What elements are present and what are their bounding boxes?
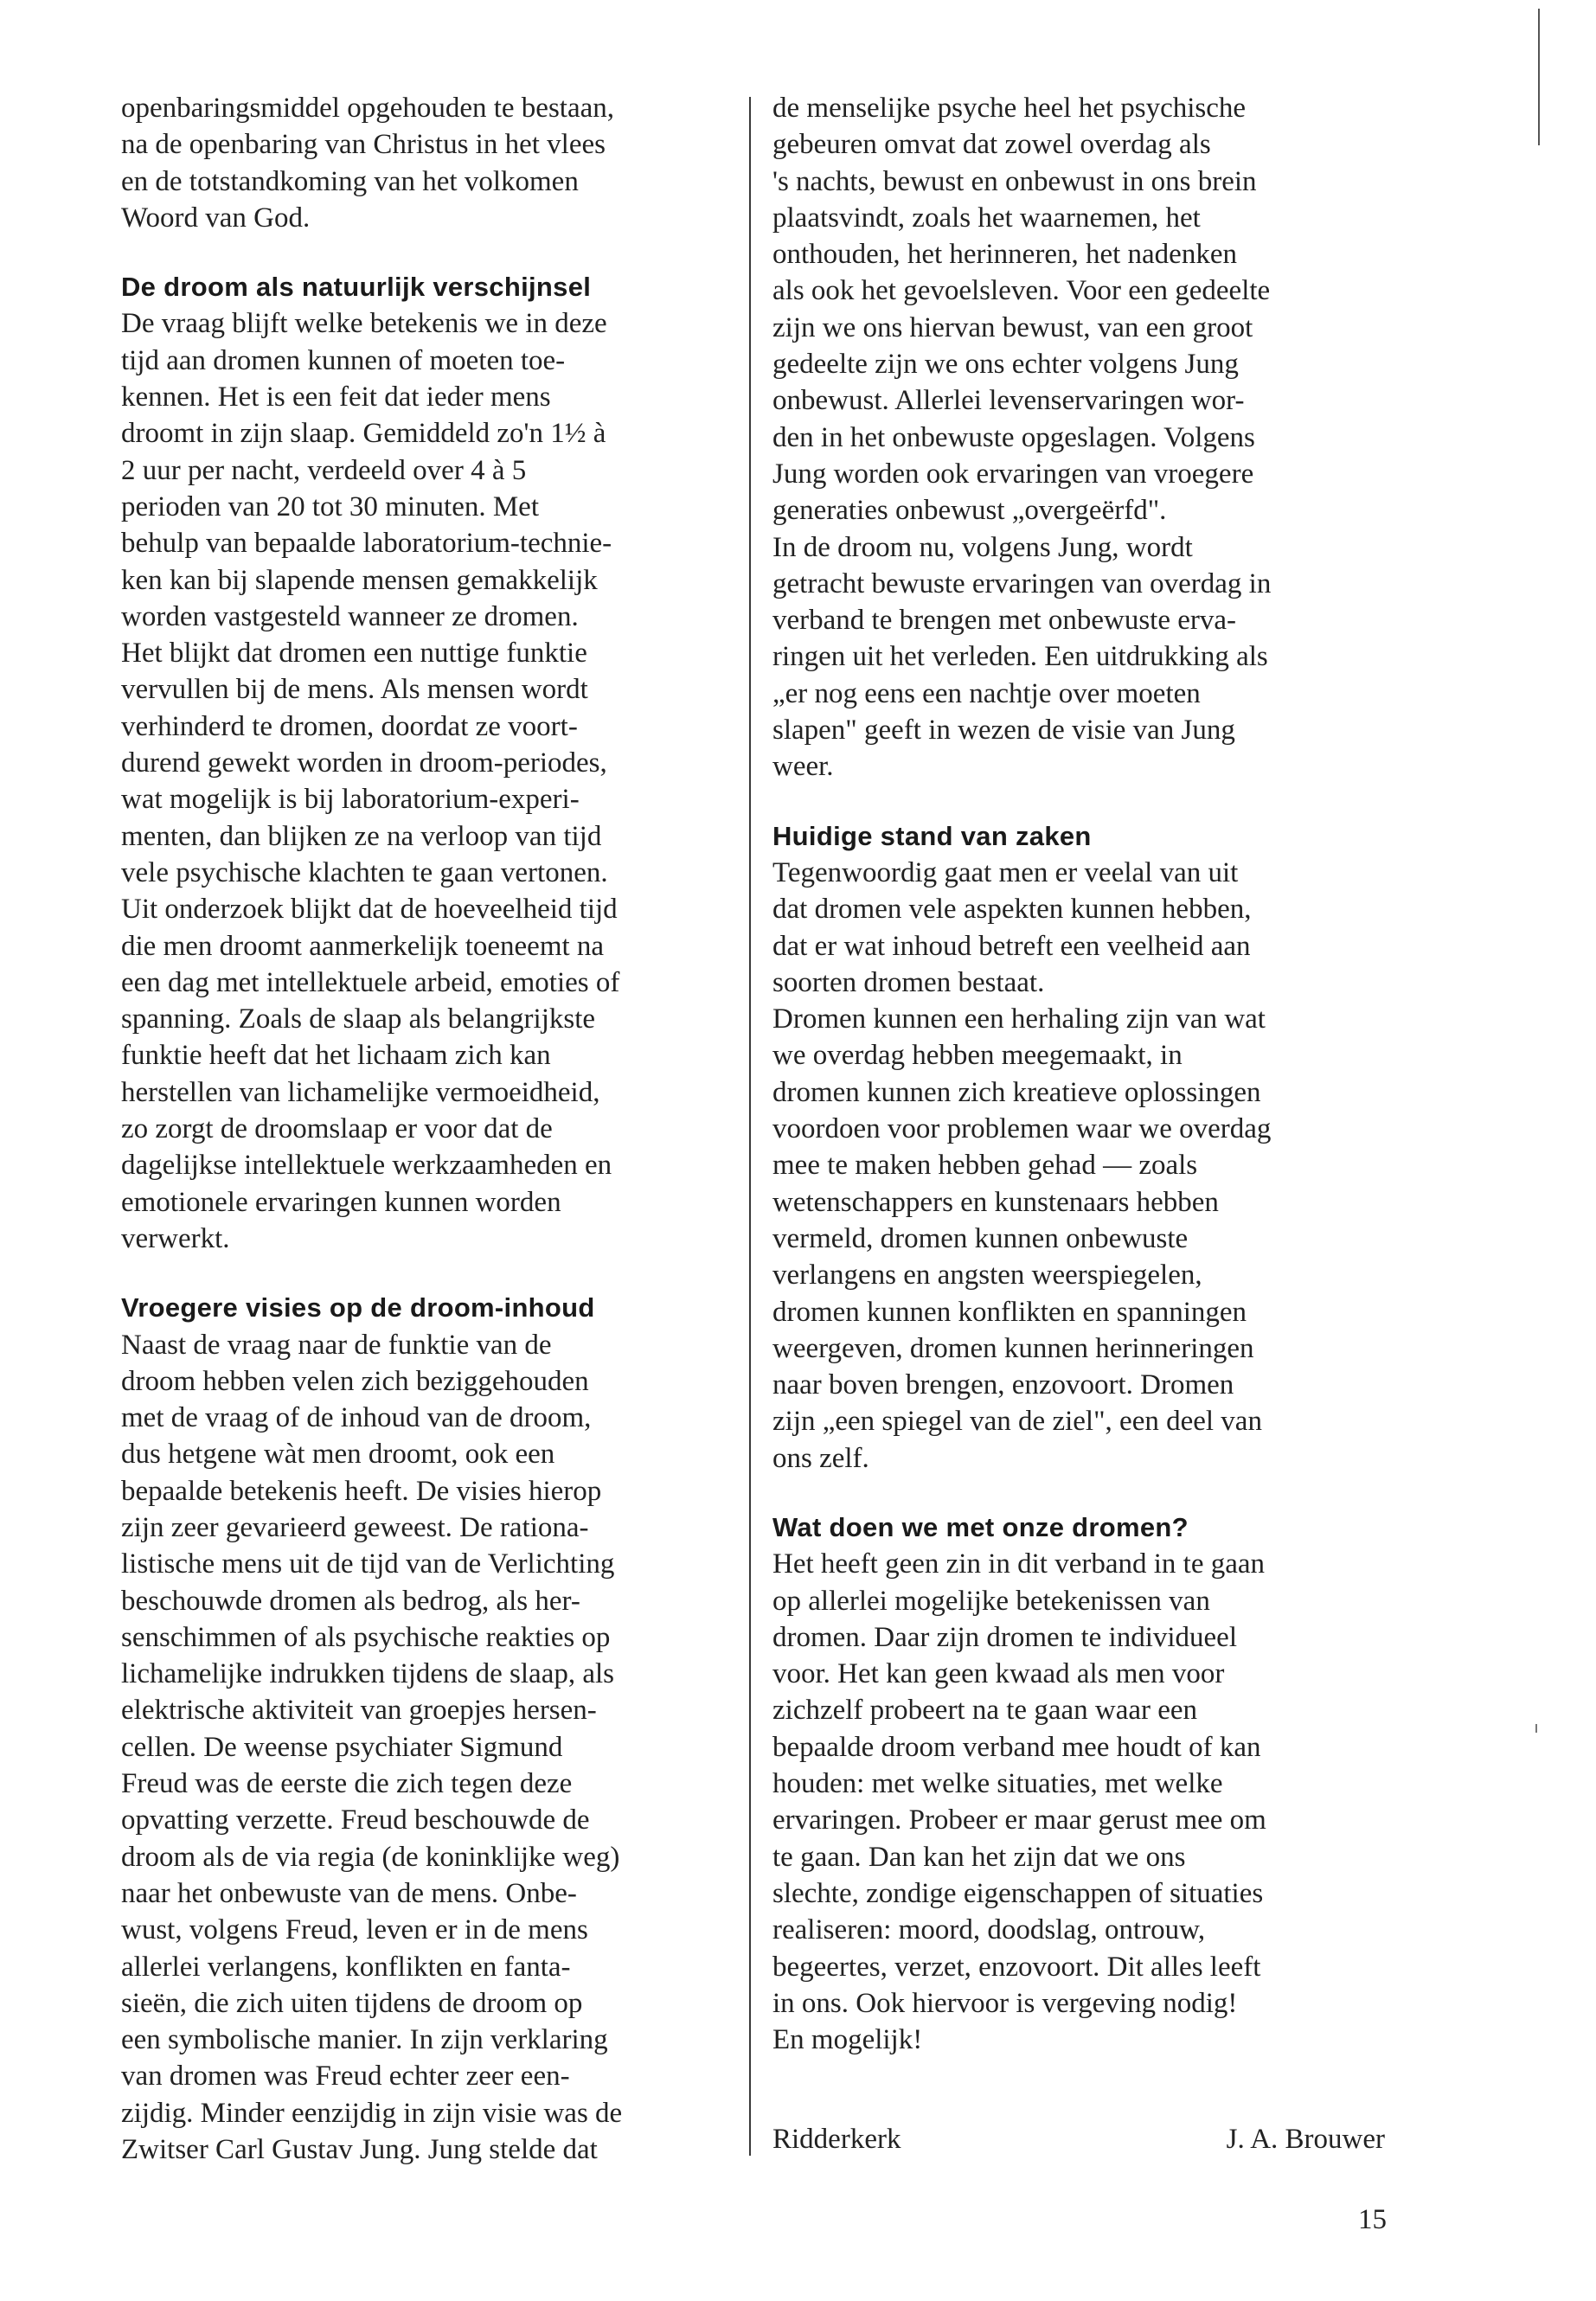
- text-line: vermeld, dromen kunnen onbewuste: [772, 1222, 1189, 1254]
- text-line: van dromen was Freud echter zeer een-: [121, 2061, 570, 2093]
- text-line: wust, volgens Freud, leven er in de mens: [121, 1914, 588, 1946]
- text-line: In de droom nu, volgens Jung, wordt: [772, 531, 1193, 563]
- text-line: wetenschappers en kunstenaars hebben: [772, 1186, 1219, 1218]
- text-line: lichamelijke indrukken tijdens de slaap, als: [121, 1658, 615, 1690]
- section-body-droom-natuurlijk: [121, 305, 727, 1257]
- page-number: 15: [1358, 2204, 1387, 2235]
- text-line: getracht bewuste ervaringen van overdag in: [772, 567, 1272, 599]
- text-line: onthouden, het herinneren, het nadenken: [772, 239, 1237, 271]
- text-line: gedeelte zijn we ons echter volgens Jung: [772, 349, 1239, 381]
- text-line: 2 uur per nacht, verdeeld over 4 à 5: [121, 454, 527, 486]
- text-line: een dag met intellektuele arbeid, emoties of: [121, 966, 620, 998]
- text-line: zijn zeer gevarieerd geweest. De rationa-: [121, 1511, 589, 1543]
- text-line: na de openbaring van Christus in het vlees: [121, 129, 606, 161]
- text-line: vervullen bij de mens. Als mensen wordt: [121, 674, 588, 706]
- text-line: die men droomt aanmerkelijk toeneemt na: [121, 930, 605, 962]
- text-line: zijn „een spiegel van de ziel", een deel van: [772, 1406, 1262, 1438]
- text-line: we overdag hebben meegemaakt, in: [772, 1040, 1183, 1072]
- text-line: ken kan bij slapende mensen gemakkelijk: [121, 564, 598, 596]
- text-line: dus hetgene wàt men droomt, ook een: [121, 1439, 555, 1471]
- text-line: verlangens en angsten weerspiegelen,: [772, 1259, 1202, 1292]
- text-line: listische mens uit de tijd van de Verlichting: [121, 1548, 615, 1580]
- right-column: [772, 90, 1395, 2058]
- text-line: zo zorgt de droomslaap er voor dat de: [121, 1113, 553, 1145]
- text-line: een symbolische manier. In zijn verklaring: [121, 2024, 608, 2056]
- text-line: als ook het gevoelsleven. Voor een gedeelte: [772, 275, 1271, 307]
- text-line: weer.: [772, 751, 834, 783]
- text-line: verhinderd te dromen, doordat ze voort-: [121, 710, 578, 742]
- text-line: droom hebben velen zich beziggehouden: [121, 1365, 589, 1397]
- section-heading-wat-doen-we: Wat doen we met onze dromen?: [772, 1511, 1189, 1542]
- text-line: allerlei verlangens, konflikten en fanta-: [121, 1951, 571, 1983]
- text-line: perioden van 20 tot 30 minuten. Met: [121, 490, 539, 522]
- text-line: ons zelf.: [772, 1442, 869, 1474]
- text-line: beschouwde dromen als bedrog, als her-: [121, 1585, 580, 1617]
- signature-place: Ridderkerk: [772, 2124, 901, 2155]
- text-line: En mogelijk!: [772, 2024, 923, 2056]
- text-line: wat mogelijk is bij laboratorium-experi-: [121, 784, 580, 816]
- text-line: dagelijkse intellektuele werkzaamheden en: [121, 1150, 612, 1182]
- jung-paragraph: [772, 90, 1395, 785]
- text-line: naar boven brengen, enzovoort. Dromen: [772, 1369, 1234, 1401]
- text-line: funktie heeft dat het lichaam zich kan: [121, 1040, 551, 1072]
- signature-author: J. A. Brouwer: [1226, 2124, 1385, 2155]
- text-line: droom als de via regia (de koninklijke weg): [121, 1841, 620, 1873]
- text-line: den in het onbewuste opgeslagen. Volgens: [772, 421, 1255, 453]
- text-line: begeertes, verzet, enzovoort. Dit alles leeft: [772, 1951, 1261, 1983]
- scan-edge-line: [1538, 9, 1540, 145]
- text-line: Tegenwoordig gaat men er veelal van uit: [772, 856, 1239, 888]
- text-line: slechte, zondige eigenschappen of situaties: [772, 1877, 1264, 1909]
- text-line: met de vraag of de inhoud van de droom,: [121, 1402, 592, 1434]
- text-line: elektrische aktiviteit van groepjes hersen-: [121, 1695, 597, 1727]
- text-line: kennen. Het is een feit dat ieder mens: [121, 381, 551, 413]
- text-line: durend gewekt worden in droom-periodes,: [121, 747, 607, 779]
- text-line: verband te brengen met onbewuste erva-: [772, 605, 1237, 637]
- text-line: emotionele ervaringen kunnen worden: [121, 1186, 561, 1218]
- section-body-vroegere-visies: [121, 1327, 727, 2169]
- text-line: voor. Het kan geen kwaad als men voor: [772, 1658, 1225, 1690]
- text-line: ervaringen. Probeer er maar gerust mee om: [772, 1804, 1266, 1836]
- text-line: spanning. Zoals de slaap als belangrijkste: [121, 1003, 596, 1035]
- text-line: op allerlei mogelijke betekenissen van: [772, 1585, 1210, 1617]
- text-line: Uit onderzoek blijkt dat de hoeveelheid tijd: [121, 894, 618, 926]
- text-line: opvatting verzette. Freud beschouwde de: [121, 1804, 590, 1836]
- section-body-wat-doen-we: [772, 1546, 1395, 2058]
- text-line: „er nog eens een nachtje over moeten: [772, 677, 1201, 709]
- text-line: bepaalde droom verband mee houdt of kan: [772, 1731, 1261, 1763]
- left-column: [121, 90, 727, 2168]
- text-line: droomt in zijn slaap. Gemiddeld zo'n 1½ à: [121, 418, 606, 450]
- text-line: worden vastgesteld wanneer ze dromen.: [121, 600, 579, 632]
- text-line: generaties onbewust „overgeërfd".: [772, 495, 1167, 527]
- text-line: bepaalde betekenis heeft. De visies hierop: [121, 1475, 602, 1507]
- text-line: cellen. De weense psychiater Sigmund: [121, 1731, 563, 1763]
- text-line: dat er wat inhoud betreft een veelheid aan: [772, 930, 1251, 962]
- text-line: dromen kunnen zich kreatieve oplossingen: [772, 1076, 1261, 1108]
- text-line: ringen uit het verleden. Een uitdrukking als: [772, 641, 1268, 673]
- text-line: Het heeft geen zin in dit verband in te gaan: [772, 1548, 1266, 1580]
- text-line: tijd aan dromen kunnen of moeten toe-: [121, 344, 566, 376]
- text-line: houden: met welke situaties, met welke: [772, 1768, 1223, 1800]
- text-line: behulp van bepaalde laboratorium-technie-: [121, 528, 612, 560]
- text-line: gebeuren omvat dat zowel overdag als: [772, 129, 1211, 161]
- text-line: dat dromen vele aspekten kunnen hebben,: [772, 894, 1252, 926]
- text-line: Freud was de eerste die zich tegen deze: [121, 1768, 573, 1800]
- text-line: Zwitser Carl Gustav Jung. Jung stelde dat: [121, 2134, 598, 2166]
- text-line: onbewust. Allerlei levenservaringen wor-: [772, 385, 1245, 417]
- text-line: Jung worden ook ervaringen van vroegere: [772, 458, 1254, 490]
- text-line: vele psychische klachten te gaan vertonen.: [121, 856, 608, 888]
- scan-edge-mark: [1535, 1724, 1537, 1733]
- text-line: plaatsvindt, zoals het waarnemen, het: [772, 202, 1201, 234]
- intro-paragraph: [121, 90, 727, 236]
- text-line: zijn we ons hiervan bewust, van een groot: [772, 311, 1253, 343]
- text-line: De vraag blijft welke betekenis we in deze: [121, 308, 607, 340]
- section-body-huidige-stand: [772, 855, 1395, 1477]
- text-line: verwerkt.: [121, 1222, 230, 1254]
- text-line: herstellen van lichamelijke vermoeidheid,: [121, 1076, 600, 1108]
- text-line: zijdig. Minder eenzijdig in zijn visie was de: [121, 2097, 623, 2129]
- text-line: de menselijke psyche heel het psychische: [772, 93, 1247, 124]
- text-line: senschimmen of als psychische reakties op: [121, 1621, 611, 1653]
- text-line: zichzelf probeert na te gaan waar een: [772, 1695, 1198, 1727]
- text-line: 's nachts, bewust en onbewust in ons brein: [772, 165, 1257, 197]
- text-line: menten, dan blijken ze na verloop van tijd: [121, 820, 602, 852]
- text-line: Het blijkt dat dromen een nuttige funktie: [121, 638, 587, 670]
- text-line: voordoen voor problemen waar we overdag: [772, 1113, 1272, 1145]
- text-line: Naast de vraag naar de funktie van de: [121, 1329, 552, 1361]
- text-line: openbaringsmiddel opgehouden te bestaan,: [121, 93, 615, 124]
- text-line: weergeven, dromen kunnen herinneringen: [772, 1332, 1254, 1364]
- text-line: slapen" geeft in wezen de visie van Jung: [772, 715, 1235, 747]
- section-heading-huidige-stand: Huidige stand van zaken: [772, 820, 1092, 851]
- text-line: realiseren: moord, doodslag, ontrouw,: [772, 1914, 1206, 1946]
- text-line: soorten dromen bestaat.: [772, 966, 1045, 998]
- section-heading-vroegere-visies: Vroegere visies op de droom-inhoud: [121, 1292, 595, 1324]
- text-line: Woord van God.: [121, 202, 311, 234]
- text-line: mee te maken hebben gehad — zoals: [772, 1150, 1198, 1182]
- text-line: naar het onbewuste van de mens. Onbe-: [121, 1877, 577, 1909]
- text-line: Dromen kunnen een herhaling zijn van wat: [772, 1003, 1266, 1035]
- text-line: dromen kunnen konflikten en spanningen: [772, 1296, 1247, 1328]
- text-line: te gaan. Dan kan het zijn dat we ons: [772, 1841, 1186, 1873]
- section-heading-droom-natuurlijk: De droom als natuurlijk verschijnsel: [121, 272, 592, 303]
- text-line: in ons. Ook hiervoor is vergeving nodig!: [772, 1987, 1238, 2019]
- text-line: dromen. Daar zijn dromen te individueel: [772, 1621, 1237, 1653]
- text-line: sieën, die zich uiten tijdens de droom op: [121, 1987, 583, 2019]
- text-line: en de totstandkoming van het volkomen: [121, 165, 579, 197]
- column-divider: [749, 97, 751, 2156]
